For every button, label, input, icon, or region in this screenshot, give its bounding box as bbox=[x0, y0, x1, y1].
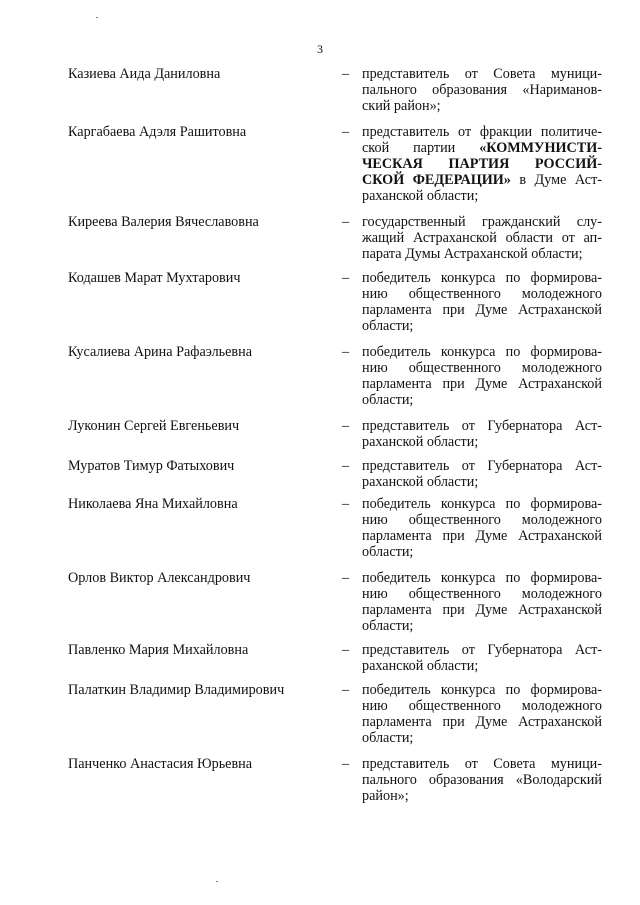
member-name: Кодашев Марат Мухтарович bbox=[68, 270, 241, 286]
role-text: представитель от фракции политиче- bbox=[362, 124, 602, 140]
role-text: пального образования «Володарский bbox=[362, 772, 602, 788]
role-text: области; bbox=[362, 618, 414, 634]
role-line bbox=[362, 434, 602, 450]
member-role bbox=[362, 270, 602, 334]
dash-separator: – bbox=[342, 270, 350, 286]
member-role bbox=[362, 124, 602, 204]
role-line bbox=[362, 392, 602, 408]
role-text: области; bbox=[362, 318, 414, 334]
role-text: победитель конкурса по формирова- bbox=[362, 270, 602, 286]
role-line bbox=[362, 586, 602, 602]
role-line bbox=[362, 172, 602, 188]
role-line bbox=[362, 302, 602, 318]
role-text: представитель от Совета муници- bbox=[362, 66, 602, 82]
role-line bbox=[362, 714, 602, 730]
role-text: пального образования «Нариманов- bbox=[362, 82, 602, 98]
role-line bbox=[362, 474, 602, 490]
role-text: области; bbox=[362, 392, 414, 408]
role-line bbox=[362, 618, 602, 634]
role-text: победитель конкурса по формирова- bbox=[362, 344, 602, 360]
dash-separator: – bbox=[342, 458, 350, 474]
page-number: 3 bbox=[317, 42, 323, 56]
role-text: представитель от Губернатора Аст- bbox=[362, 418, 602, 434]
role-line bbox=[362, 344, 602, 360]
role-text: парламента при Думе Астраханской bbox=[362, 302, 602, 318]
role-text: жащий Астраханской области от ап- bbox=[362, 230, 602, 246]
dash-separator: – bbox=[342, 642, 350, 658]
member-name: Павленко Мария Михайловна bbox=[68, 642, 249, 658]
role-line bbox=[362, 188, 602, 204]
role-line bbox=[362, 82, 602, 98]
role-text: области; bbox=[362, 730, 414, 746]
member-name: Палаткин Владимир Владимирович bbox=[68, 682, 285, 698]
member-role bbox=[362, 214, 602, 262]
role-line bbox=[362, 496, 602, 512]
role-line bbox=[362, 124, 602, 140]
role-line bbox=[362, 214, 602, 230]
role-text: области; bbox=[362, 544, 414, 560]
role-line bbox=[362, 458, 602, 474]
member-role bbox=[362, 570, 602, 634]
role-line bbox=[362, 570, 602, 586]
role-text: победитель конкурса по формирова- bbox=[362, 682, 602, 698]
dash-separator: – bbox=[342, 344, 350, 360]
dash-separator: – bbox=[342, 66, 350, 82]
dash-separator: – bbox=[342, 418, 350, 434]
role-line bbox=[362, 246, 602, 262]
role-text-bold: СКОЙ ФЕДЕРАЦИИ» bbox=[362, 172, 511, 188]
role-text: ской партии bbox=[362, 140, 480, 156]
member-name: Кусалиева Арина Рафаэльевна bbox=[68, 344, 253, 360]
role-text: представитель от Губернатора Аст- bbox=[362, 458, 602, 474]
member-name: Луконин Сергей Евгеньевич bbox=[68, 418, 240, 434]
dash-separator: – bbox=[342, 124, 350, 140]
role-line bbox=[362, 286, 602, 302]
role-line bbox=[362, 376, 602, 392]
member-role bbox=[362, 642, 602, 674]
role-line bbox=[362, 270, 602, 286]
role-text: в Думе Аст- bbox=[510, 172, 602, 188]
member-name: Казиева Аида Даниловна bbox=[68, 66, 221, 82]
role-line bbox=[362, 98, 602, 114]
role-text: раханской области; bbox=[362, 434, 479, 450]
dash-separator: – bbox=[342, 214, 350, 230]
role-line bbox=[362, 772, 602, 788]
role-line bbox=[362, 642, 602, 658]
role-line bbox=[362, 360, 602, 376]
role-line bbox=[362, 544, 602, 560]
role-text-bold: ЧЕСКАЯ ПАРТИЯ РОССИЙ- bbox=[362, 156, 602, 172]
role-text: раханской области; bbox=[362, 474, 479, 490]
role-text: представитель от Губернатора Аст- bbox=[362, 642, 602, 658]
member-name: Николаева Яна Михайловна bbox=[68, 496, 238, 512]
role-text: нию общественного молодежного bbox=[362, 286, 602, 302]
member-name: Муратов Тимур Фатыхович bbox=[68, 458, 235, 474]
role-text: победитель конкурса по формирова- bbox=[362, 570, 602, 586]
role-line bbox=[362, 156, 602, 172]
role-line bbox=[362, 756, 602, 772]
role-text: раханской области; bbox=[362, 658, 479, 674]
dash-separator: – bbox=[342, 756, 350, 772]
role-line bbox=[362, 528, 602, 544]
role-line bbox=[362, 140, 602, 156]
role-line bbox=[362, 788, 602, 804]
member-name: Орлов Виктор Александрович bbox=[68, 570, 251, 586]
role-text: представитель от Совета муници- bbox=[362, 756, 602, 772]
member-role bbox=[362, 756, 602, 804]
role-text: нию общественного молодежного bbox=[362, 360, 602, 376]
scan-speck bbox=[216, 881, 218, 882]
member-role bbox=[362, 344, 602, 408]
member-role bbox=[362, 496, 602, 560]
member-name: Каргабаева Адэля Рашитовна bbox=[68, 124, 247, 140]
role-text: раханской области; bbox=[362, 188, 479, 204]
role-text: парата Думы Астраханской области; bbox=[362, 246, 583, 262]
dash-separator: – bbox=[342, 682, 350, 698]
role-text: нию общественного молодежного bbox=[362, 698, 602, 714]
member-name: Киреева Валерия Вячеславовна bbox=[68, 214, 259, 230]
scan-speck bbox=[96, 17, 98, 18]
member-name: Панченко Анастасия Юрьевна bbox=[68, 756, 253, 772]
role-text: ский район»; bbox=[362, 98, 441, 114]
member-role bbox=[362, 66, 602, 114]
role-line bbox=[362, 682, 602, 698]
role-line bbox=[362, 418, 602, 434]
role-line bbox=[362, 658, 602, 674]
member-role bbox=[362, 418, 602, 450]
role-text: парламента при Думе Астраханской bbox=[362, 602, 602, 618]
role-text: государственный гражданский слу- bbox=[362, 214, 602, 230]
role-line bbox=[362, 730, 602, 746]
role-text: нию общественного молодежного bbox=[362, 512, 602, 528]
role-text: победитель конкурса по формирова- bbox=[362, 496, 602, 512]
role-text: район»; bbox=[362, 788, 409, 804]
role-text: парламента при Думе Астраханской bbox=[362, 714, 602, 730]
role-text-bold: «КОММУНИСТИ- bbox=[479, 140, 602, 156]
role-line bbox=[362, 318, 602, 334]
role-text: парламента при Думе Астраханской bbox=[362, 376, 602, 392]
role-line bbox=[362, 512, 602, 528]
dash-separator: – bbox=[342, 570, 350, 586]
role-line bbox=[362, 230, 602, 246]
role-line bbox=[362, 602, 602, 618]
dash-separator: – bbox=[342, 496, 350, 512]
member-role bbox=[362, 458, 602, 490]
role-text: нию общественного молодежного bbox=[362, 586, 602, 602]
member-role bbox=[362, 682, 602, 746]
role-line bbox=[362, 698, 602, 714]
role-text: парламента при Думе Астраханской bbox=[362, 528, 602, 544]
role-line bbox=[362, 66, 602, 82]
